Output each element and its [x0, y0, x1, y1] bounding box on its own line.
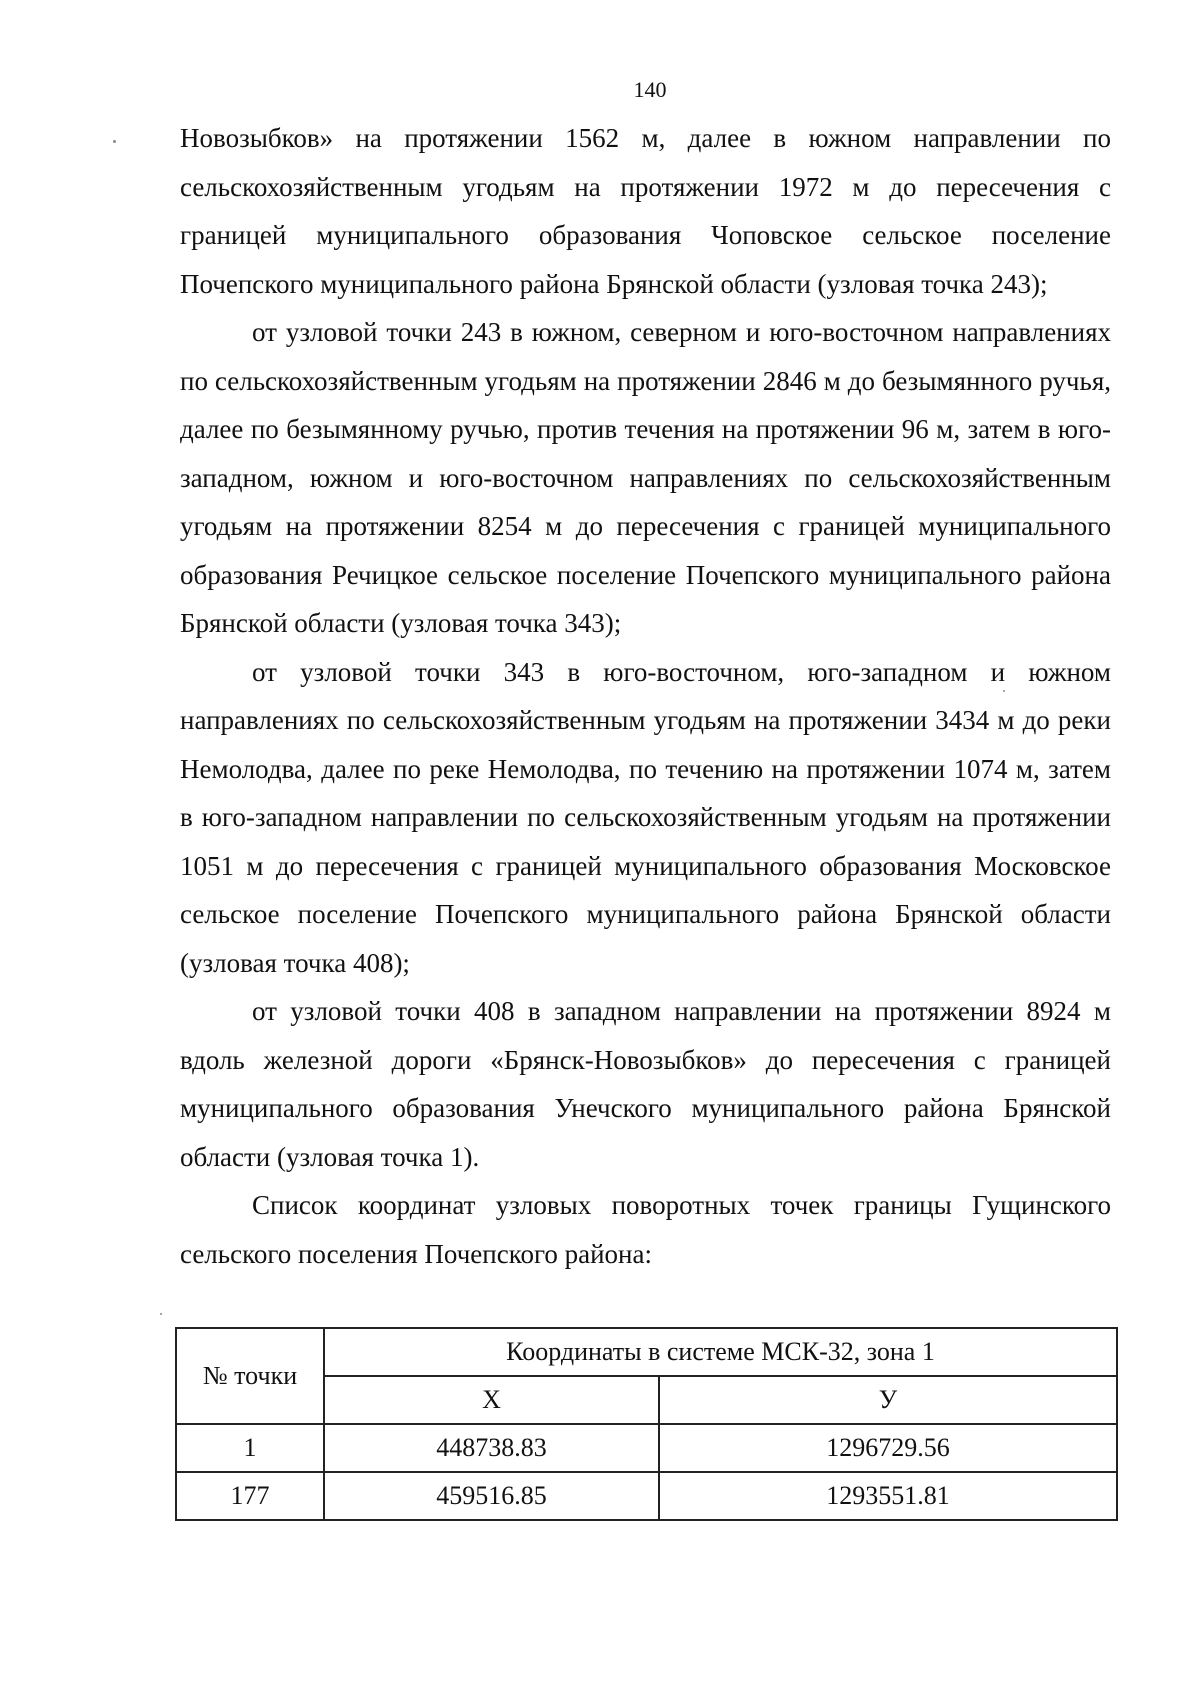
paragraph-boundary-segment: от узловой точки 408 в западном направлении на протяжении 8924 м вдоль железной дороги «Брянск-Новозыбков» до пересечения с границей муниципального образования Унечского муниципального района Брянской области (узловая точка 1).: [180, 996, 1111, 1172]
scan-speck: [113, 140, 116, 143]
page-number: 140: [633, 77, 667, 102]
table-row: [176, 1472, 1117, 1520]
paragraph-continuation: Новозыбков» на протяжении 1562 м, далее в южном направлении по сельскохозяйственным угодьям на протяжении 1972 м до пересечения с границей муниципального образования Чоповское сельское поселение Почепского муниципального района Брянской области (узловая точка 243);: [180, 123, 1111, 299]
scan-speck: [160, 1313, 162, 1315]
header-x: X: [324, 1376, 659, 1424]
cell-y: 1296729.56: [659, 1424, 1117, 1472]
paragraph-boundary-segment: от узловой точки 343 в юго-восточном, юго-западном и южном направлениях по сельскохозяйственным угодьям на протяжении 3434 м до реки Немолодва, далее по реке Немолодва, по течению на протяжении 1074 м, затем в юго-западном направлении по сельскохозяйственным угодьям на протяжении 1051 м до пересечения с границей муниципального образования Московское сельское поселение Почепского муниципального района Брянской области (узловая точка 408);: [180, 656, 1111, 978]
header-point-number: № точки: [176, 1328, 324, 1424]
cell-y: 1293551.81: [659, 1472, 1117, 1520]
paragraph-boundary-segment: от узловой точки 243 в южном, северном и юго-восточном направлениях по сельскохозяйственным угодьям на протяжении 2846 м до безымянного ручья, далее по безымянному ручью, против течения на протяжении 96 м, затем в юго-западном, южном и юго-восточном направлениях по сельскохозяйственным угодьям на протяжении 8254 м до пересечения с границей муниципального образования Речицкое сельское поселение Почепского муниципального района Брянской области (узловая точка 343);: [180, 317, 1111, 638]
paragraph-table-intro: Список координат узловых поворотных точек границы Гущинского сельского поселения Почепского района:: [180, 1190, 1111, 1269]
cell-x: 448738.83: [324, 1424, 659, 1472]
cell-point: 1: [176, 1424, 324, 1472]
cell-point: 177: [176, 1472, 324, 1520]
document-body: [180, 114, 1111, 1278]
header-coordinate-system: Координаты в системе МСК-32, зона 1: [324, 1328, 1117, 1376]
cell-x: 459516.85: [324, 1472, 659, 1520]
coordinates-table: [175, 1327, 1118, 1521]
scan-speck: [1003, 690, 1005, 692]
table-row: [176, 1424, 1117, 1472]
header-y: У: [659, 1376, 1117, 1424]
